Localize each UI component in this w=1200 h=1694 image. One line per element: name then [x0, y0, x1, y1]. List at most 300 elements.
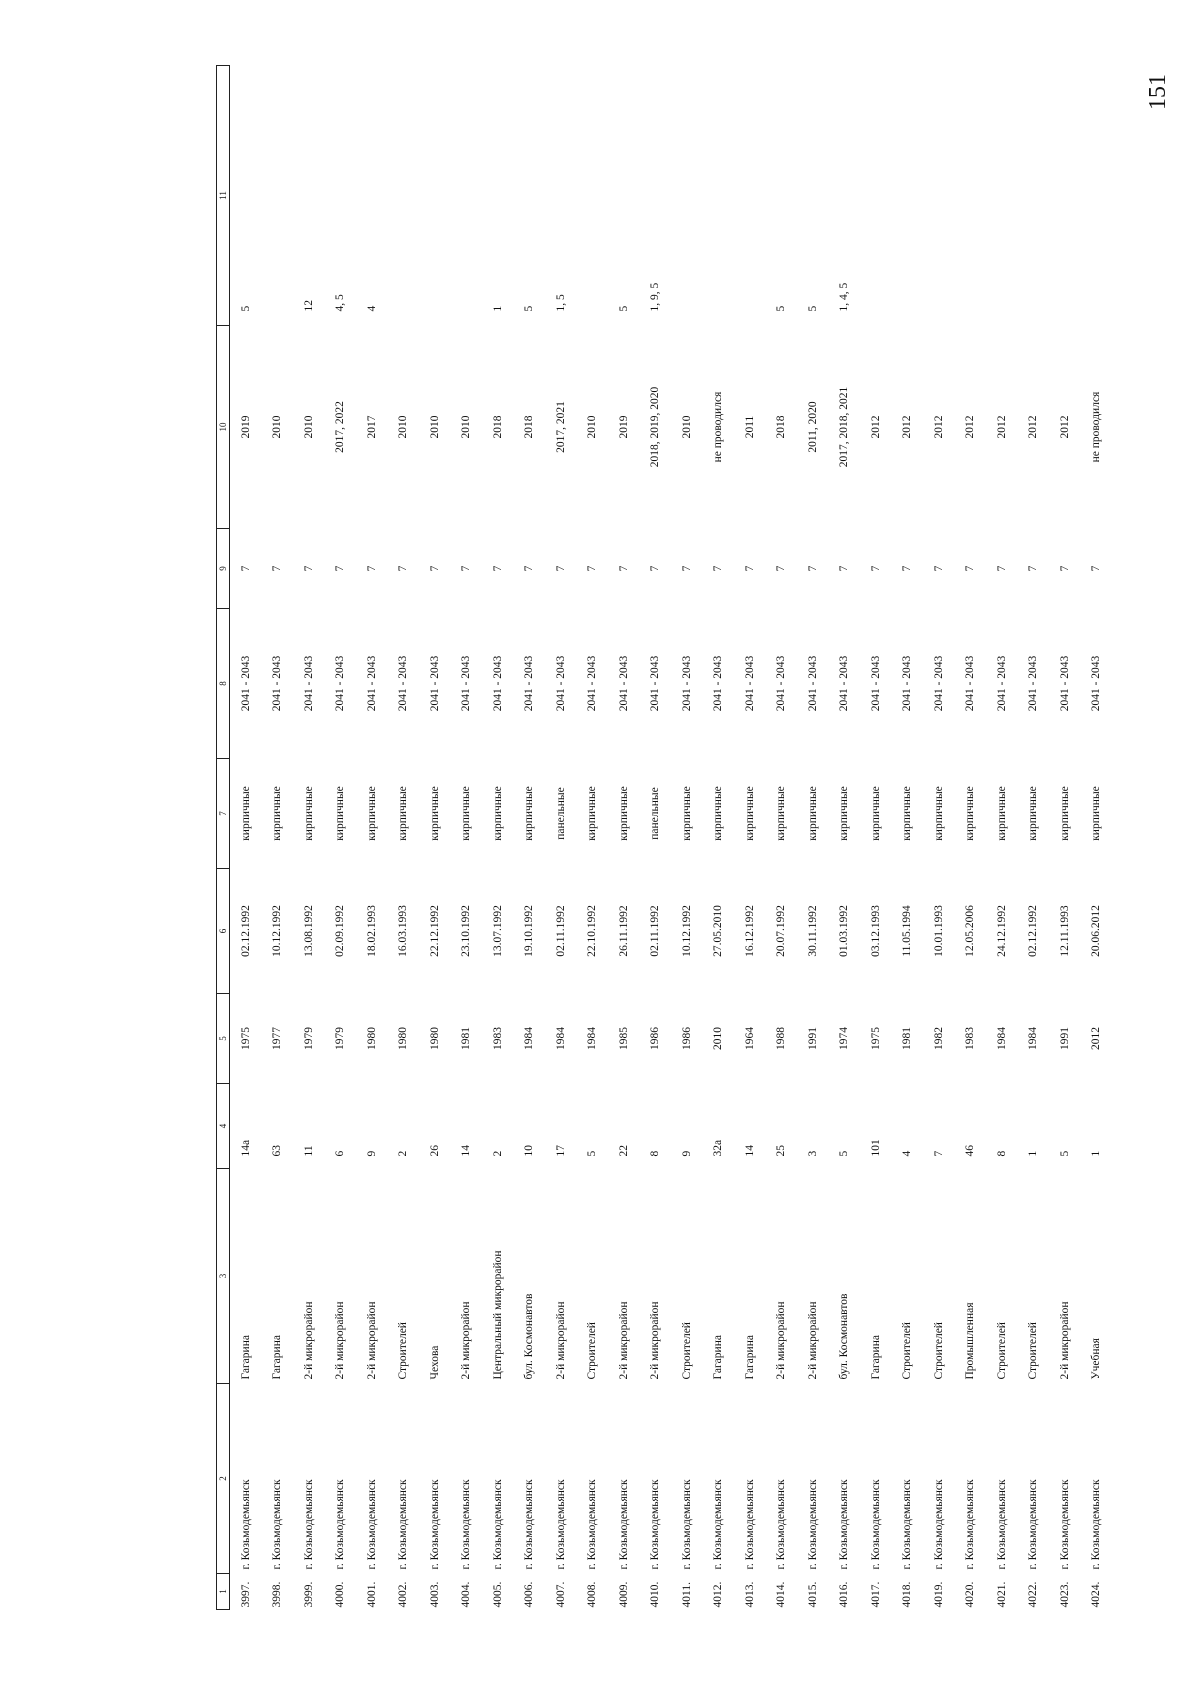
col9-cell: 7 [460, 565, 473, 572]
street-cell: бул. Космонавтов [523, 1293, 536, 1380]
wall-material-cell: кирпичные [271, 786, 284, 841]
table-row [892, 66, 924, 1610]
col9-cell: 7 [554, 565, 567, 572]
build-year-cell: 1977 [271, 1027, 284, 1050]
house-number-cell: 14 [743, 1145, 756, 1157]
work-types-cell [388, 66, 420, 326]
col9-cell: 7 [334, 565, 347, 572]
period-cell: 2041 - 2043 [1090, 655, 1103, 712]
repair-years-cell: 2012 [932, 415, 945, 439]
city-cell: г. Козьмодемьянск [428, 1479, 441, 1570]
date-cell: 16.03.1993 [397, 905, 410, 957]
date-cell: 16.12.1992 [743, 905, 756, 957]
street-cell: 2-й микрорайон [365, 1301, 378, 1380]
work-types-cell [1018, 66, 1050, 326]
house-number-cell: 10 [523, 1145, 536, 1157]
row-number: 3997. [239, 1581, 252, 1608]
city-cell: г. Козьмодемьянск [460, 1479, 473, 1570]
row-number: 4000. [334, 1581, 347, 1608]
date-cell: 22.10.1992 [586, 905, 599, 957]
date-cell: 10.01.1993 [932, 905, 945, 957]
street-cell: 2-й микрорайон [806, 1301, 819, 1380]
wall-material-cell: кирпичные [712, 786, 725, 841]
col9-cell: 7 [271, 565, 284, 572]
build-year-cell: 1975 [239, 1027, 252, 1050]
wall-material-cell: кирпичные [775, 786, 788, 841]
col9-cell: 7 [995, 565, 1008, 572]
build-year-cell: 1980 [428, 1027, 441, 1050]
house-number-cell: 5 [838, 1150, 851, 1157]
date-cell: 18.02.1993 [365, 905, 378, 957]
rotated-page-content [216, 66, 1200, 1610]
repair-years-cell: 2010 [460, 415, 473, 439]
table-header-row [217, 66, 230, 1610]
street-cell: Строителей [680, 1322, 693, 1380]
repair-years-cell: 2019 [617, 415, 630, 439]
street-cell: Строителей [1027, 1322, 1040, 1380]
date-cell: 10.12.1992 [680, 905, 693, 957]
work-types-cell [1081, 66, 1113, 326]
street-cell: 2-й микрорайон [334, 1301, 347, 1380]
repair-years-cell: 2018 [491, 415, 504, 439]
row-number: 4008. [586, 1581, 599, 1608]
street-cell: Гагарина [869, 1335, 882, 1380]
house-number-cell: 5 [586, 1150, 599, 1157]
house-number-cell: 8 [649, 1150, 662, 1157]
work-types-cell [892, 66, 924, 326]
row-number: 4004. [460, 1581, 473, 1608]
city-cell: г. Козьмодемьянск [964, 1479, 977, 1570]
col9-cell: 7 [1090, 565, 1103, 572]
date-cell: 10.12.1992 [271, 905, 284, 957]
city-cell: г. Козьмодемьянск [239, 1479, 252, 1570]
table-row [766, 66, 798, 1610]
house-number-cell: 22 [617, 1145, 630, 1157]
wall-material-cell: кирпичные [932, 786, 945, 841]
repair-years-cell: 2012 [1027, 415, 1040, 439]
period-cell: 2041 - 2043 [334, 655, 347, 712]
col9-cell: 7 [365, 565, 378, 572]
row-number: 3998. [271, 1581, 284, 1608]
table-row [1018, 66, 1050, 1610]
city-cell: г. Козьмодемьянск [806, 1479, 819, 1570]
row-number: 4019. [932, 1581, 945, 1608]
house-number-cell: 3 [806, 1150, 819, 1157]
build-year-cell: 2012 [1090, 1027, 1103, 1050]
build-year-cell: 1982 [932, 1027, 945, 1050]
street-cell: Промышленная [964, 1302, 977, 1380]
repair-years-cell: 2018 [775, 415, 788, 439]
col9-cell: 7 [743, 565, 756, 572]
column-header: 1 [217, 1574, 230, 1610]
wall-material-cell: панельные [554, 787, 567, 840]
wall-material-cell: кирпичные [680, 786, 693, 841]
table-row [451, 66, 483, 1610]
period-cell: 2041 - 2043 [239, 655, 252, 712]
date-cell: 19.10.1992 [523, 905, 536, 957]
build-year-cell: 1975 [869, 1027, 882, 1050]
period-cell: 2041 - 2043 [743, 655, 756, 712]
table-row [797, 66, 829, 1610]
repair-years-cell: 2012 [1058, 415, 1071, 439]
build-year-cell: 2010 [712, 1027, 725, 1050]
col9-cell: 7 [712, 565, 725, 572]
row-number: 4001. [365, 1581, 378, 1608]
build-year-cell: 1979 [334, 1027, 347, 1050]
street-cell: Гагарина [239, 1335, 252, 1380]
period-cell: 2041 - 2043 [901, 655, 914, 712]
period-cell: 2041 - 2043 [932, 655, 945, 712]
street-cell: Строителей [586, 1322, 599, 1380]
wall-material-cell: кирпичные [302, 786, 315, 841]
house-number-cell: 14 [460, 1145, 473, 1157]
date-cell: 02.11.1992 [554, 905, 567, 957]
house-number-cell: 9 [365, 1150, 378, 1157]
period-cell: 2041 - 2043 [271, 655, 284, 712]
house-number-cell: 14а [239, 1139, 252, 1157]
period-cell: 2041 - 2043 [775, 655, 788, 712]
build-year-cell: 1964 [743, 1027, 756, 1050]
column-header: 9 [217, 529, 230, 609]
column-header: 5 [217, 994, 230, 1084]
period-cell: 2041 - 2043 [523, 655, 536, 712]
street-cell: Гагарина [271, 1335, 284, 1380]
repair-years-cell: 2018, 2019, 2020 [649, 386, 662, 468]
street-cell: бул. Космонавтов [838, 1293, 851, 1380]
col9-cell: 7 [869, 565, 882, 572]
work-types-cell: 1 [491, 305, 504, 312]
city-cell: г. Козьмодемьянск [743, 1479, 756, 1570]
column-header: 8 [217, 609, 230, 759]
row-number: 4023. [1058, 1581, 1071, 1608]
build-year-cell: 1979 [302, 1027, 315, 1050]
column-header: 6 [217, 869, 230, 994]
wall-material-cell: кирпичные [1090, 786, 1103, 841]
date-cell: 12.05.2006 [964, 905, 977, 957]
work-types-cell [955, 66, 987, 326]
column-header: 7 [217, 759, 230, 869]
street-cell: 2-й микрорайон [1058, 1301, 1071, 1380]
table-row [577, 66, 609, 1610]
city-cell: г. Козьмодемьянск [365, 1479, 378, 1570]
build-year-cell: 1991 [806, 1027, 819, 1050]
repair-years-cell: 2017, 2021 [554, 401, 567, 453]
housing-table [216, 65, 1112, 1610]
col9-cell: 7 [1058, 565, 1071, 572]
row-number: 4013. [743, 1581, 756, 1608]
row-number: 4009. [617, 1581, 630, 1608]
repair-years-cell: 2019 [239, 415, 252, 439]
row-number: 4002. [397, 1581, 410, 1608]
work-types-cell: 5 [617, 305, 630, 312]
date-cell: 02.09.1992 [334, 905, 347, 957]
wall-material-cell: кирпичные [239, 786, 252, 841]
street-cell: Учебная [1090, 1338, 1103, 1380]
table-row [482, 66, 514, 1610]
table-row [608, 66, 640, 1610]
work-types-cell: 5 [523, 305, 536, 312]
city-cell: г. Козьмодемьянск [1058, 1479, 1071, 1570]
repair-years-cell: не проводился [712, 391, 725, 463]
row-number: 4020. [964, 1581, 977, 1608]
street-cell: 2-й микрорайон [460, 1301, 473, 1380]
house-number-cell: 7 [932, 1150, 945, 1157]
period-cell: 2041 - 2043 [302, 655, 315, 712]
row-number: 4022. [1027, 1581, 1040, 1608]
house-number-cell: 32а [712, 1139, 725, 1157]
wall-material-cell: кирпичные [334, 786, 347, 841]
work-types-cell [262, 66, 294, 326]
build-year-cell: 1991 [1058, 1027, 1071, 1050]
city-cell: г. Козьмодемьянск [995, 1479, 1008, 1570]
col9-cell: 7 [302, 565, 315, 572]
period-cell: 2041 - 2043 [397, 655, 410, 712]
period-cell: 2041 - 2043 [428, 655, 441, 712]
repair-years-cell: 2010 [586, 415, 599, 439]
table-row [356, 66, 388, 1610]
row-number: 4014. [775, 1581, 788, 1608]
work-types-cell [986, 66, 1018, 326]
house-number-cell: 6 [334, 1150, 347, 1157]
period-cell: 2041 - 2043 [806, 655, 819, 712]
date-cell: 02.12.1992 [239, 905, 252, 957]
col9-cell: 7 [964, 565, 977, 572]
col9-cell: 7 [586, 565, 599, 572]
city-cell: г. Козьмодемьянск [712, 1479, 725, 1570]
period-cell: 2041 - 2043 [838, 655, 851, 712]
table-row [955, 66, 987, 1610]
work-types-cell [703, 66, 735, 326]
wall-material-cell: кирпичные [806, 786, 819, 841]
repair-years-cell: 2012 [901, 415, 914, 439]
table-row [829, 66, 861, 1610]
house-number-cell: 1 [1027, 1150, 1040, 1157]
row-number: 4006. [523, 1581, 536, 1608]
wall-material-cell: кирпичные [743, 786, 756, 841]
date-cell: 22.12.1992 [428, 905, 441, 957]
city-cell: г. Козьмодемьянск [869, 1479, 882, 1570]
build-year-cell: 1988 [775, 1027, 788, 1050]
house-number-cell: 5 [1058, 1150, 1071, 1157]
house-number-cell: 17 [554, 1145, 567, 1157]
col9-cell: 7 [680, 565, 693, 572]
column-header: 10 [217, 326, 230, 529]
period-cell: 2041 - 2043 [649, 655, 662, 712]
col9-cell: 7 [617, 565, 630, 572]
street-cell: 2-й микрорайон [617, 1301, 630, 1380]
row-number: 4011. [680, 1582, 693, 1608]
city-cell: г. Козьмодемьянск [649, 1479, 662, 1570]
repair-years-cell: 2012 [869, 415, 882, 439]
row-number: 4007. [554, 1581, 567, 1608]
build-year-cell: 1980 [365, 1027, 378, 1050]
city-cell: г. Козьмодемьянск [523, 1479, 536, 1570]
row-number: 4005. [491, 1581, 504, 1608]
table-row [545, 66, 577, 1610]
street-cell: Строителей [995, 1322, 1008, 1380]
col9-cell: 7 [491, 565, 504, 572]
city-cell: г. Козьмодемьянск [586, 1479, 599, 1570]
col9-cell: 7 [397, 565, 410, 572]
build-year-cell: 1983 [491, 1027, 504, 1050]
repair-years-cell: 2010 [397, 415, 410, 439]
date-cell: 11.05.1994 [901, 905, 914, 957]
repair-years-cell: 2018 [523, 415, 536, 439]
build-year-cell: 1984 [554, 1027, 567, 1050]
repair-years-cell: 2012 [964, 415, 977, 439]
table-row [1081, 66, 1113, 1610]
work-types-cell: 1, 9, 5 [649, 282, 662, 312]
house-number-cell: 46 [964, 1145, 977, 1157]
table-row [325, 66, 357, 1610]
work-types-cell: 1, 4, 5 [838, 282, 851, 312]
house-number-cell: 9 [680, 1150, 693, 1157]
house-number-cell: 101 [869, 1139, 882, 1157]
city-cell: г. Козьмодемьянск [1027, 1479, 1040, 1570]
table-row [703, 66, 735, 1610]
house-number-cell: 26 [428, 1145, 441, 1157]
house-number-cell: 2 [397, 1150, 410, 1157]
table-row [293, 66, 325, 1610]
row-number: 4021. [995, 1581, 1008, 1608]
city-cell: г. Козьмодемьянск [901, 1479, 914, 1570]
house-number-cell: 11 [302, 1145, 315, 1157]
period-cell: 2041 - 2043 [712, 655, 725, 712]
repair-years-cell: 2010 [428, 415, 441, 439]
row-number: 4024. [1090, 1581, 1103, 1608]
city-cell: г. Козьмодемьянск [775, 1479, 788, 1570]
col9-cell: 7 [775, 565, 788, 572]
col9-cell: 7 [523, 565, 536, 572]
repair-years-cell: 2017, 2018, 2021 [838, 386, 851, 468]
work-types-cell [734, 66, 766, 326]
date-cell: 26.11.1992 [617, 905, 630, 957]
period-cell: 2041 - 2043 [586, 655, 599, 712]
wall-material-cell: кирпичные [964, 786, 977, 841]
city-cell: г. Козьмодемьянск [397, 1479, 410, 1570]
work-types-cell [577, 66, 609, 326]
wall-material-cell: кирпичные [523, 786, 536, 841]
wall-material-cell: кирпичные [995, 786, 1008, 841]
work-types-cell: 1, 5 [554, 294, 567, 312]
street-cell: Строителей [932, 1322, 945, 1380]
wall-material-cell: кирпичные [365, 786, 378, 841]
wall-material-cell: кирпичные [1058, 786, 1071, 841]
city-cell: г. Козьмодемьянск [491, 1479, 504, 1570]
period-cell: 2041 - 2043 [365, 655, 378, 712]
wall-material-cell: кирпичные [428, 786, 441, 841]
table-row [230, 66, 262, 1610]
period-cell: 2041 - 2043 [554, 655, 567, 712]
table-row [671, 66, 703, 1610]
repair-years-cell: 2010 [271, 415, 284, 439]
date-cell: 23.10.1992 [460, 905, 473, 957]
row-number: 4017. [869, 1581, 882, 1608]
house-number-cell: 8 [995, 1150, 1008, 1157]
build-year-cell: 1986 [649, 1027, 662, 1050]
build-year-cell: 1984 [995, 1027, 1008, 1050]
row-number: 4016. [838, 1581, 851, 1608]
row-number: 4012. [712, 1581, 725, 1608]
wall-material-cell: кирпичные [617, 786, 630, 841]
period-cell: 2041 - 2043 [460, 655, 473, 712]
street-cell: 2-й микрорайон [302, 1301, 315, 1380]
build-year-cell: 1984 [586, 1027, 599, 1050]
date-cell: 30.11.1992 [806, 905, 819, 957]
repair-years-cell: 2017 [365, 415, 378, 439]
wall-material-cell: кирпичные [838, 786, 851, 841]
date-cell: 20.07.1992 [775, 905, 788, 957]
street-cell: Гагарина [712, 1335, 725, 1380]
house-number-cell: 25 [775, 1145, 788, 1157]
street-cell: Чехова [428, 1345, 441, 1380]
work-types-cell [671, 66, 703, 326]
city-cell: г. Козьмодемьянск [680, 1479, 693, 1570]
repair-years-cell: 2010 [302, 415, 315, 439]
col9-cell: 7 [649, 565, 662, 572]
period-cell: 2041 - 2043 [680, 655, 693, 712]
period-cell: 2041 - 2043 [1027, 655, 1040, 712]
row-number: 4003. [428, 1581, 441, 1608]
build-year-cell: 1986 [680, 1027, 693, 1050]
repair-years-cell: не проводился [1090, 391, 1103, 463]
work-types-cell [419, 66, 451, 326]
col9-cell: 7 [806, 565, 819, 572]
street-cell: 2-й микрорайон [649, 1301, 662, 1380]
wall-material-cell: кирпичные [586, 786, 599, 841]
street-cell: Строителей [901, 1322, 914, 1380]
date-cell: 20.06.2012 [1090, 905, 1103, 957]
col9-cell: 7 [838, 565, 851, 572]
house-number-cell: 63 [271, 1145, 284, 1157]
period-cell: 2041 - 2043 [869, 655, 882, 712]
city-cell: г. Козьмодемьянск [302, 1479, 315, 1570]
wall-material-cell: панельные [649, 787, 662, 840]
repair-years-cell: 2011, 2020 [806, 401, 819, 453]
work-types-cell: 5 [806, 305, 819, 312]
city-cell: г. Козьмодемьянск [554, 1479, 567, 1570]
work-types-cell: 4 [365, 305, 378, 312]
table-row [923, 66, 955, 1610]
col9-cell: 7 [932, 565, 945, 572]
date-cell: 12.11.1993 [1058, 905, 1071, 957]
table-row [860, 66, 892, 1610]
repair-years-cell: 2012 [995, 415, 1008, 439]
work-types-cell: 4, 5 [334, 294, 347, 312]
period-cell: 2041 - 2043 [617, 655, 630, 712]
build-year-cell: 1974 [838, 1027, 851, 1050]
table-row [986, 66, 1018, 1610]
table-row [419, 66, 451, 1610]
col9-cell: 7 [901, 565, 914, 572]
wall-material-cell: кирпичные [869, 786, 882, 841]
house-number-cell: 1 [1090, 1150, 1103, 1157]
build-year-cell: 1980 [397, 1027, 410, 1050]
city-cell: г. Козьмодемьянск [838, 1479, 851, 1570]
period-cell: 2041 - 2043 [491, 655, 504, 712]
period-cell: 2041 - 2043 [995, 655, 1008, 712]
street-cell: Гагарина [743, 1335, 756, 1380]
house-number-cell: 2 [491, 1150, 504, 1157]
wall-material-cell: кирпичные [901, 786, 914, 841]
city-cell: г. Козьмодемьянск [617, 1479, 630, 1570]
row-number: 3999. [302, 1581, 315, 1608]
column-header: 3 [217, 1169, 230, 1384]
build-year-cell: 1984 [1027, 1027, 1040, 1050]
repair-years-cell: 2017, 2022 [334, 401, 347, 453]
work-types-cell: 12 [302, 300, 315, 312]
period-cell: 2041 - 2043 [1058, 655, 1071, 712]
